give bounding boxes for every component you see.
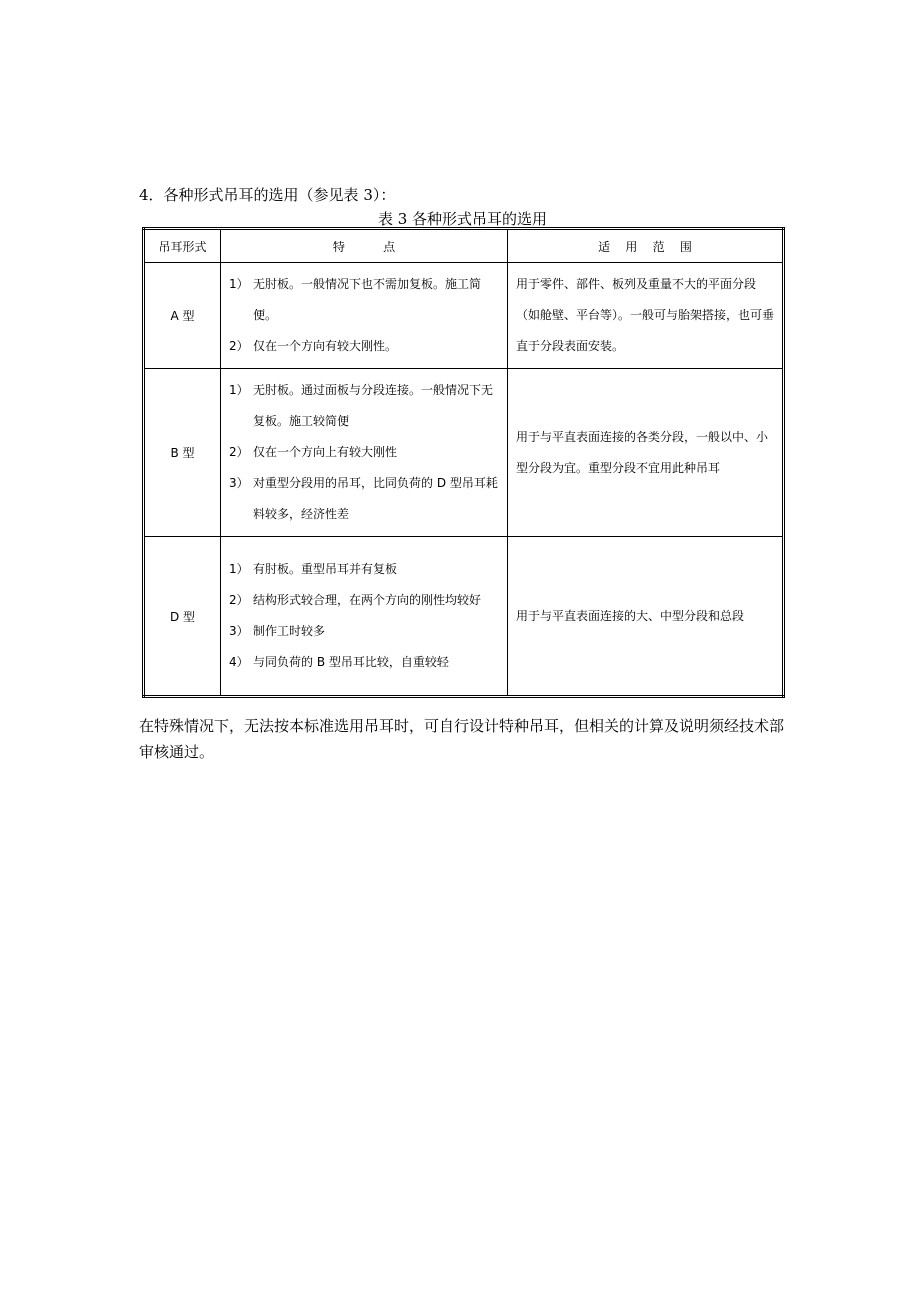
feature-text: 无肘板。一般情况下也不需加复板。施工简便。 bbox=[253, 277, 482, 322]
feature-item bbox=[229, 647, 499, 678]
row-type: B 型 bbox=[144, 369, 221, 537]
feature-item bbox=[229, 616, 499, 647]
row-usage: 用于与平直表面连接的大、中型分段和总段 bbox=[508, 537, 784, 697]
feature-number: 4） bbox=[229, 655, 249, 669]
lifting-lug-table bbox=[142, 227, 785, 698]
feature-item bbox=[229, 585, 499, 616]
feature-number: 1） bbox=[229, 383, 249, 397]
feature-text: 与同负荷的 B 型吊耳比较，自重较轻 bbox=[253, 655, 449, 669]
feature-text: 仅在一个方向有较大刚性。 bbox=[253, 339, 398, 353]
feature-number: 2） bbox=[229, 339, 249, 353]
feature-text: 有肘板。重型吊耳并有复板 bbox=[253, 562, 398, 576]
feature-item bbox=[229, 331, 499, 362]
table-header-row bbox=[144, 229, 784, 263]
table-row bbox=[144, 369, 784, 537]
feature-number: 3） bbox=[229, 624, 249, 638]
header-type: 吊耳形式 bbox=[144, 229, 221, 263]
feature-item bbox=[229, 437, 499, 468]
row-features bbox=[221, 537, 508, 697]
row-type: A 型 bbox=[144, 263, 221, 369]
closing-note: 在特殊情况下，无法按本标准选用吊耳时，可自行设计特种吊耳，但相关的计算及说明须经技术部审核通过。 bbox=[139, 717, 785, 761]
feature-text: 仅在一个方向上有较大刚性 bbox=[253, 445, 398, 459]
header-usage: 适 用 范 围 bbox=[508, 229, 784, 263]
row-features bbox=[221, 263, 508, 369]
header-features: 特 点 bbox=[221, 229, 508, 263]
feature-item bbox=[229, 269, 499, 331]
table-row bbox=[144, 263, 784, 369]
row-usage: 用于与平直表面连接的各类分段，一般以中、小型分段为宜。重型分段不宜用此种吊耳 bbox=[508, 369, 784, 537]
row-usage: 用于零件、部件、板列及重量不大的平面分段（如舱壁、平台等）。一般可与胎架搭接，也可垂直于分段表面安装。 bbox=[508, 263, 784, 369]
section-heading: 4．各种形式吊耳的选用（参见表 3）： bbox=[139, 186, 396, 204]
row-type: D 型 bbox=[144, 537, 221, 697]
feature-text: 对重型分段用的吊耳，比同负荷的 D 型吊耳耗料较多，经济性差 bbox=[253, 476, 498, 521]
feature-item bbox=[229, 468, 499, 530]
feature-number: 2） bbox=[229, 593, 249, 607]
feature-text: 制作工时较多 bbox=[253, 624, 326, 638]
row-features bbox=[221, 369, 508, 537]
table-caption: 表 3 各种形式吊耳的选用 bbox=[377, 210, 548, 228]
feature-item bbox=[229, 554, 499, 585]
feature-text: 无肘板。通过面板与分段连接。一般情况下无复板。施工较简便 bbox=[253, 383, 494, 428]
feature-number: 1） bbox=[229, 277, 249, 291]
table-row bbox=[144, 537, 784, 697]
feature-number: 3） bbox=[229, 476, 249, 490]
feature-number: 1） bbox=[229, 562, 249, 576]
feature-item bbox=[229, 375, 499, 437]
feature-number: 2） bbox=[229, 445, 249, 459]
feature-text: 结构形式较合理，在两个方向的刚性均较好 bbox=[253, 593, 482, 607]
